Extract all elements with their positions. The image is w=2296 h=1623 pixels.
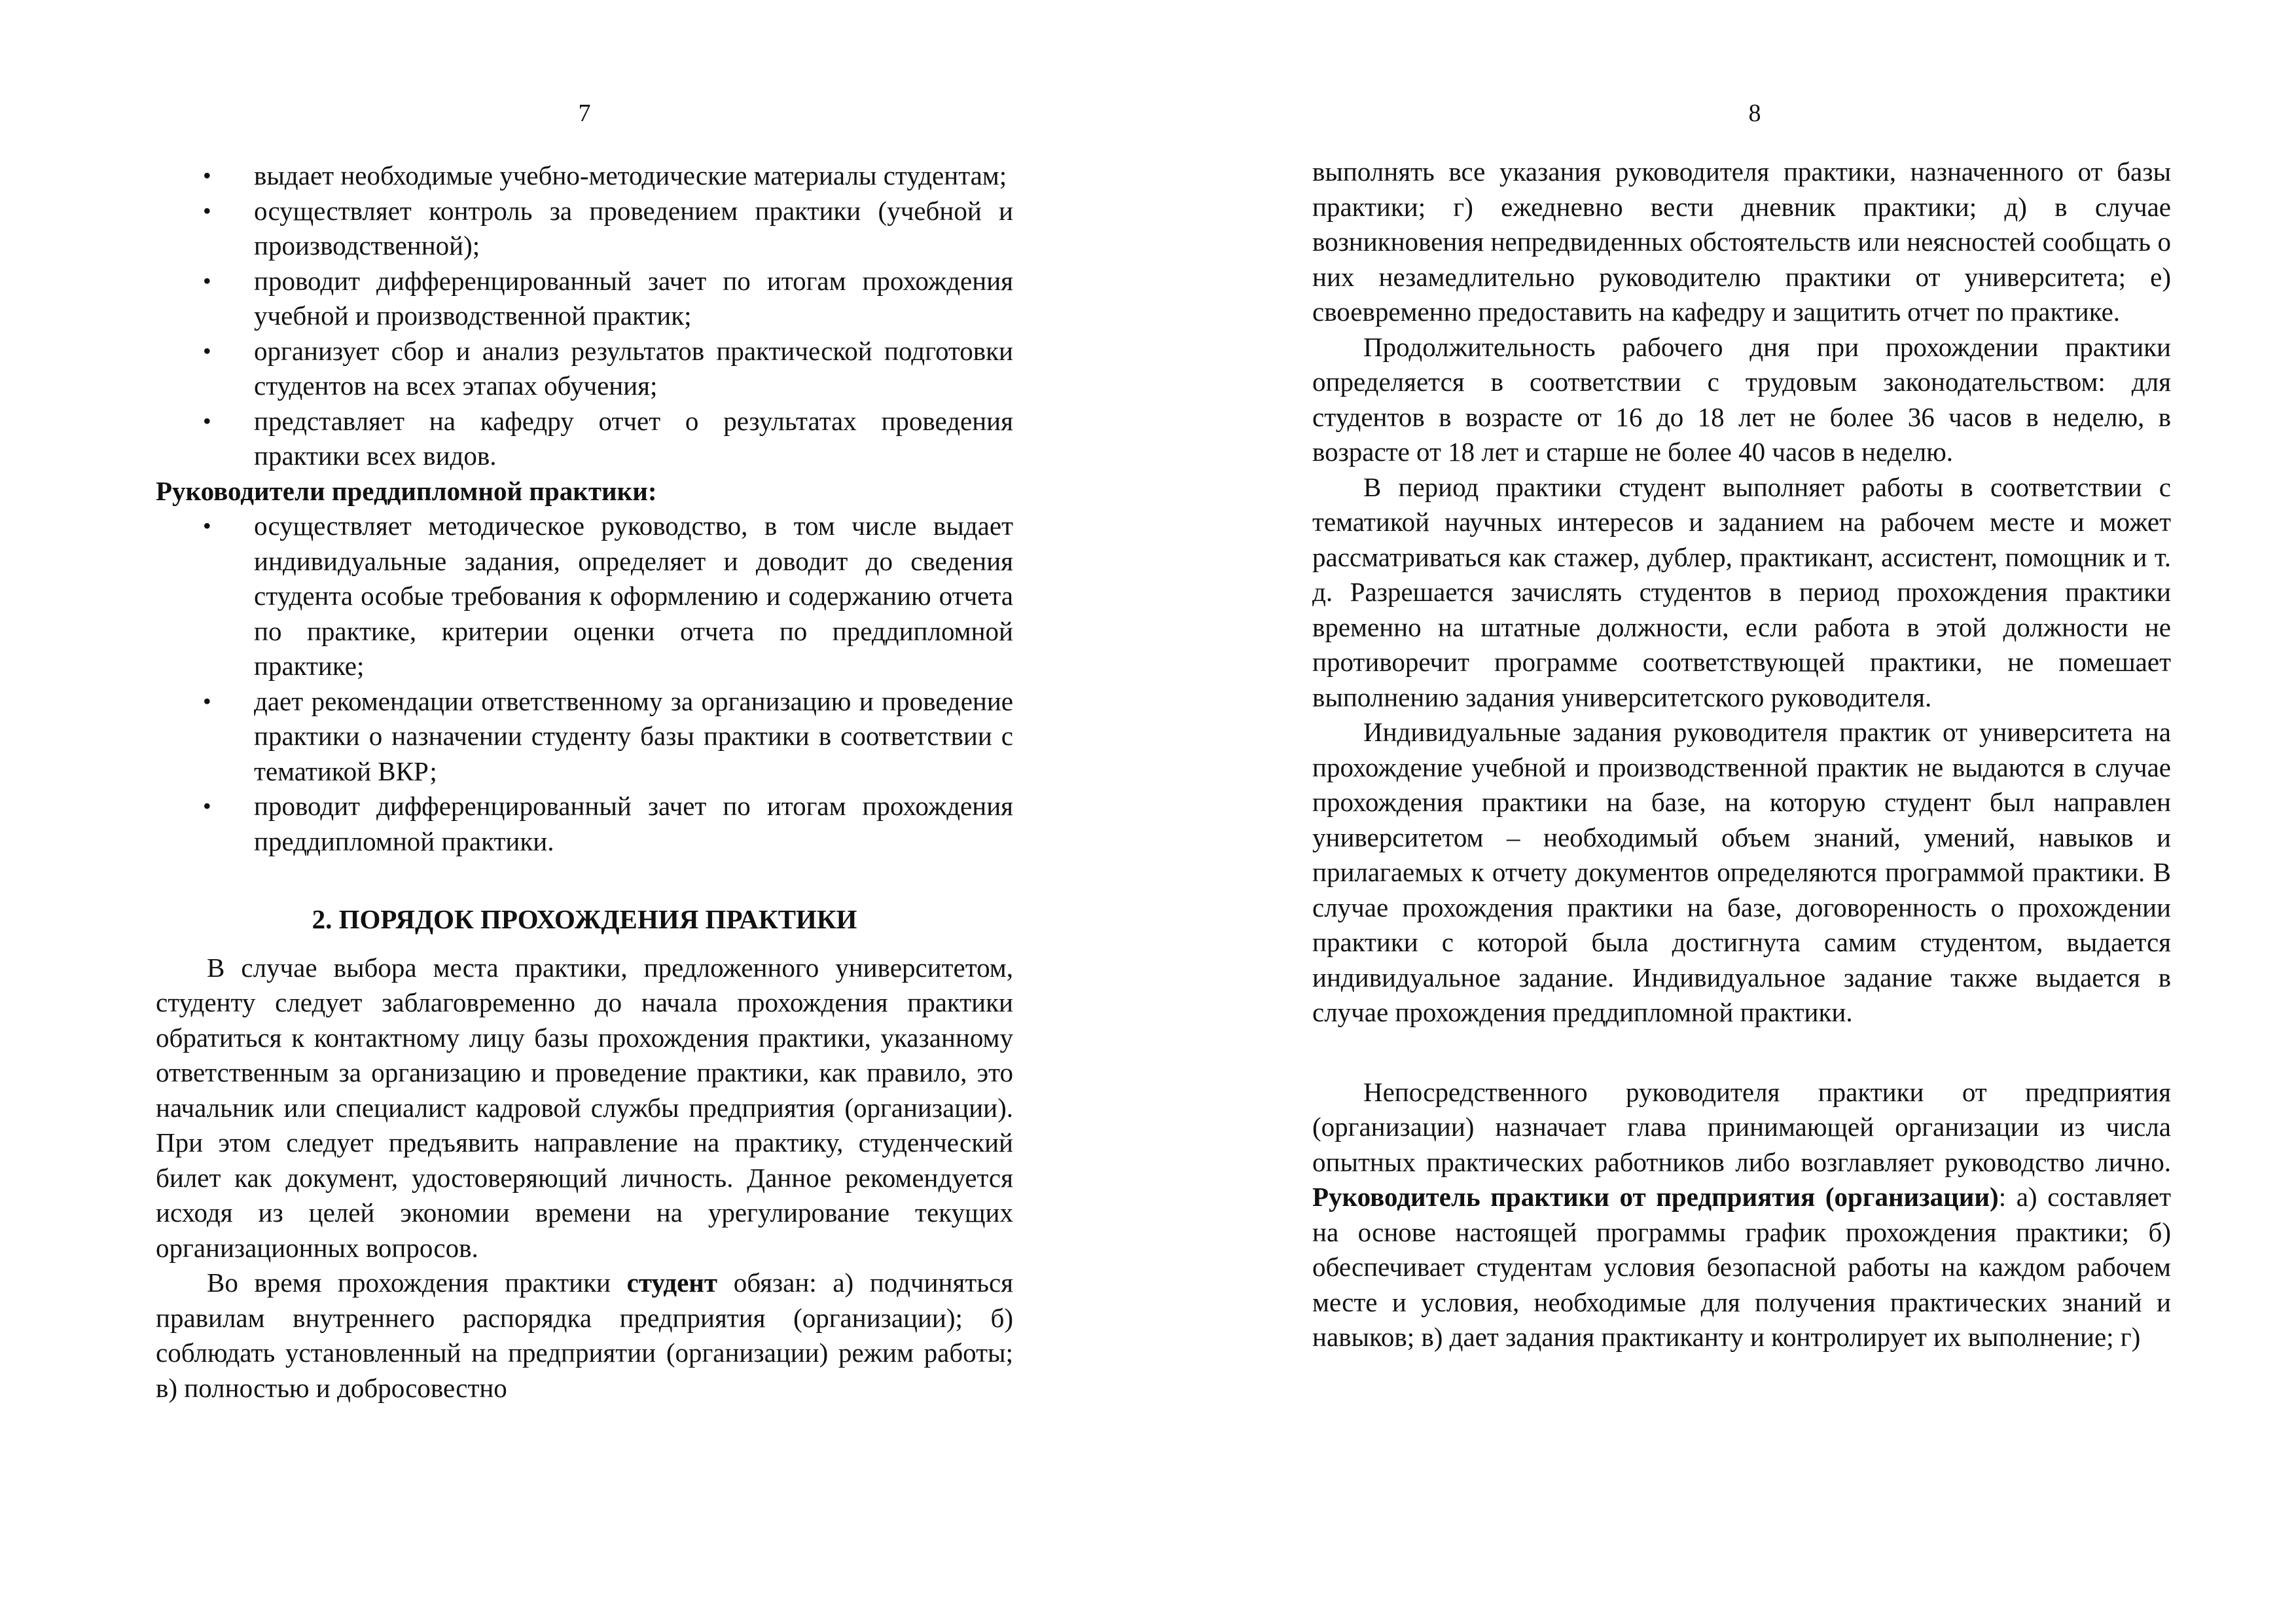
paragraph-text: Непосредственного руководителя практики от предприятия (организации) назначает глава принимающей организации из числа опытных практических работников либо возглавляет руководство лично.	[1312, 1076, 2171, 1177]
right-page	[1312, 0, 2171, 1623]
paragraph: В период практики студент выполняет работы в соответствии с тематикой научных интересов и заданием на рабочем месте и может рассматриваться как стажер, дублер, практикант, ассистент, помощник и т. д. Разрешается зачислять студентов в период прохождения практики временно на штатные должности, если работа в этой должности не противоречит программе соответствующей практики, не помешает выполнению задания университетского руководителя.	[1312, 471, 2171, 712]
list-item: • представляет на кафедру отчет о результатах проведения практики всех видов.	[254, 404, 1013, 474]
paragraph	[1312, 1075, 2171, 1355]
list-item: • дает рекомендации ответственному за организацию и проведение практики о назначении студенту базы практики в соответствии с тематикой ВКР;	[254, 684, 1013, 790]
page-number: 8	[1748, 100, 1761, 127]
bold-term: Руководитель практики от предприятия (организации)	[1312, 1182, 1999, 1212]
duties-list	[156, 158, 1013, 474]
list-item: • организует сбор и анализ результатов практической подготовки студентов на всех этапах обучения;	[254, 334, 1013, 404]
paragraph: выполнять все указания руководителя практики, назначенного от базы практики; г) ежедневно вести дневник практики; д) в случае возникновения непредвиденных обстоятельств или неясностей сообщать о них незамедлительно руководителю практики от университета; е) своевременно предоставить на кафедру и защитить отчет по практике.	[1312, 156, 2171, 327]
section-title: 2. ПОРЯДОК ПРОХОЖДЕНИЯ ПРАКТИКИ	[312, 904, 857, 934]
left-page	[156, 0, 1013, 1623]
list-item: • проводит дифференцированный зачет по итогам прохождения учебной и производственной практик;	[254, 264, 1013, 334]
subheading: Руководители преддипломной практики:	[156, 475, 657, 506]
paragraph: Индивидуальные задания руководителя практик от университета на прохождение учебной и производственной практик не выдаются в случае прохождения практики на базе, на которую студент был направлен университетом – необходимый объем знаний, умений, навыков и прилагаемых к отчету документов определяются программой практики. В случае прохождения практики на базе, договоренность о прохождении практики с которой была достигнута самим студентом, выдается индивидуальное задание. Индивидуальное задание также выдается в случае прохождения преддипломной практики.	[1312, 717, 2171, 1027]
bold-term: студент	[626, 1267, 718, 1298]
list-item: • выдает необходимые учебно-методические материалы студентам;	[254, 158, 1013, 194]
paragraph-text: : а) составляет на основе настоящей программы график прохождения практики; б) обеспечивает студентам условия безопасной работы на каждом рабочем месте и условия, необходимые для получения практических знаний и навыков; в) дает задания практиканту и контролирует их выполнение; г)	[1312, 1182, 2171, 1352]
list-item: • осуществляет контроль за проведением практики (учебной и производственной);	[254, 194, 1013, 264]
paragraph	[156, 1266, 1013, 1406]
right-page-content	[1312, 155, 2171, 1355]
paragraph-text: Во время прохождения практики	[207, 1267, 611, 1298]
prediploma-duties-list	[156, 509, 1013, 859]
page-number: 7	[578, 100, 591, 127]
paragraph: Продолжительность рабочего дня при прохождении практики определяется в соответствии с трудовым законодательством: для студентов в возрасте от 16 до 18 лет не более 36 часов в неделю, в возрасте от 18 лет и старше не более 40 часов в неделю.	[1312, 331, 2171, 467]
list-item: • проводит дифференцированный зачет по итогам прохождения преддипломной практики.	[254, 789, 1013, 859]
paragraph-text: обязан: а) подчиняться правилам внутреннего распорядка предприятия (организации); б) соблюдать установленный на предприятии (организации) режим работы; в) полностью и добросовестно	[156, 1267, 1014, 1403]
left-page-content	[156, 158, 1013, 1406]
paragraph: В случае выбора места практики, предложенного университетом, студенту следует заблаговременно до начала прохождения практики обратиться к контактному лицу базы прохождения практики, указанному ответственным за организацию и проведение практики, как правило, это начальник или специалист кадровой службы предприятия (организации). При этом следует предъявить направление на практику, студенческий билет как документ, удостоверяющий личность. Данное рекомендуется исходя из целей экономии времени на урегулирование текущих организационных вопросов.	[156, 952, 1013, 1263]
paragraph-gap	[1312, 1030, 2171, 1075]
list-item: • осуществляет методическое руководство, в том числе выдает индивидуальные задания, определяет и доводит до сведения студента особые требования к оформлению и содержанию отчета по практике, критерии оценки отчета по преддипломной практике;	[254, 509, 1013, 684]
